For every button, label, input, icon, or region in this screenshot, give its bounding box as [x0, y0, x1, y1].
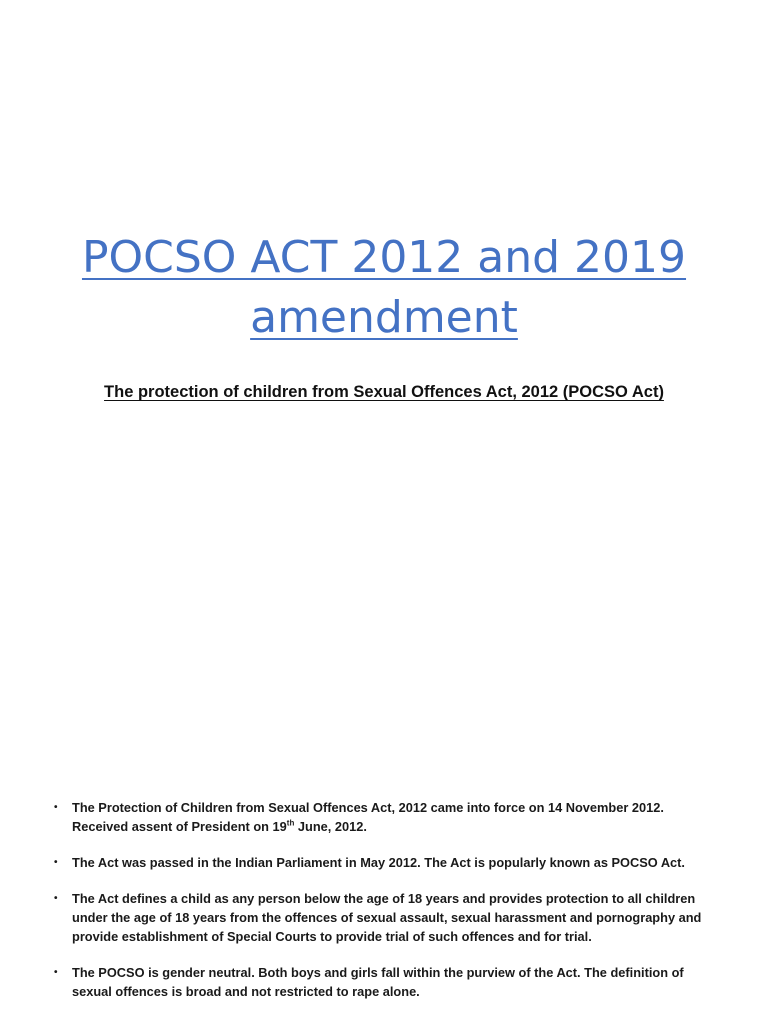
bullet-line: The Protection of Children from Sexual Offences Act, 2012 came into force on 14 November 2012.: [72, 800, 664, 815]
bullet-dot-icon: •: [54, 967, 58, 978]
bullet-line: The POCSO is gender neutral. Both boys and girls fall within the purview of the Act. The definition of: [72, 965, 684, 980]
bullet-line: Received assent of President on 19th June, 2012.: [72, 818, 367, 834]
bullet-dot-icon: •: [54, 802, 58, 813]
bullet-line: provide establishment of Special Courts to provide trial of such offences and for trial.: [72, 929, 592, 944]
slide-title: [0, 228, 768, 348]
bullet-item: [52, 889, 712, 946]
slide-subtitle: The protection of children from Sexual Offences Act, 2012 (POCSO Act): [104, 383, 664, 401]
bullet-line: under the age of 18 years from the offences of sexual assault, sexual harassment and pornography and: [72, 910, 702, 925]
slide-title-text: POCSO ACT 2012 and 2019 amendment: [81, 232, 687, 343]
bullet-line: The Act defines a child as any person below the age of 18 years and provides protection to all children: [72, 891, 696, 906]
bullet-dot-icon: •: [54, 857, 58, 868]
bullet-item: [52, 853, 712, 872]
bullet-list: [52, 798, 712, 1018]
bullet-line: sexual offences is broad and not restricted to rape alone.: [72, 984, 420, 999]
bullet-dot-icon: •: [54, 893, 58, 904]
bullet-item: [52, 798, 712, 836]
bullet-item: [52, 963, 712, 1001]
bullet-line: The Act was passed in the Indian Parliament in May 2012. The Act is popularly known as POCSO Act.: [72, 855, 685, 870]
